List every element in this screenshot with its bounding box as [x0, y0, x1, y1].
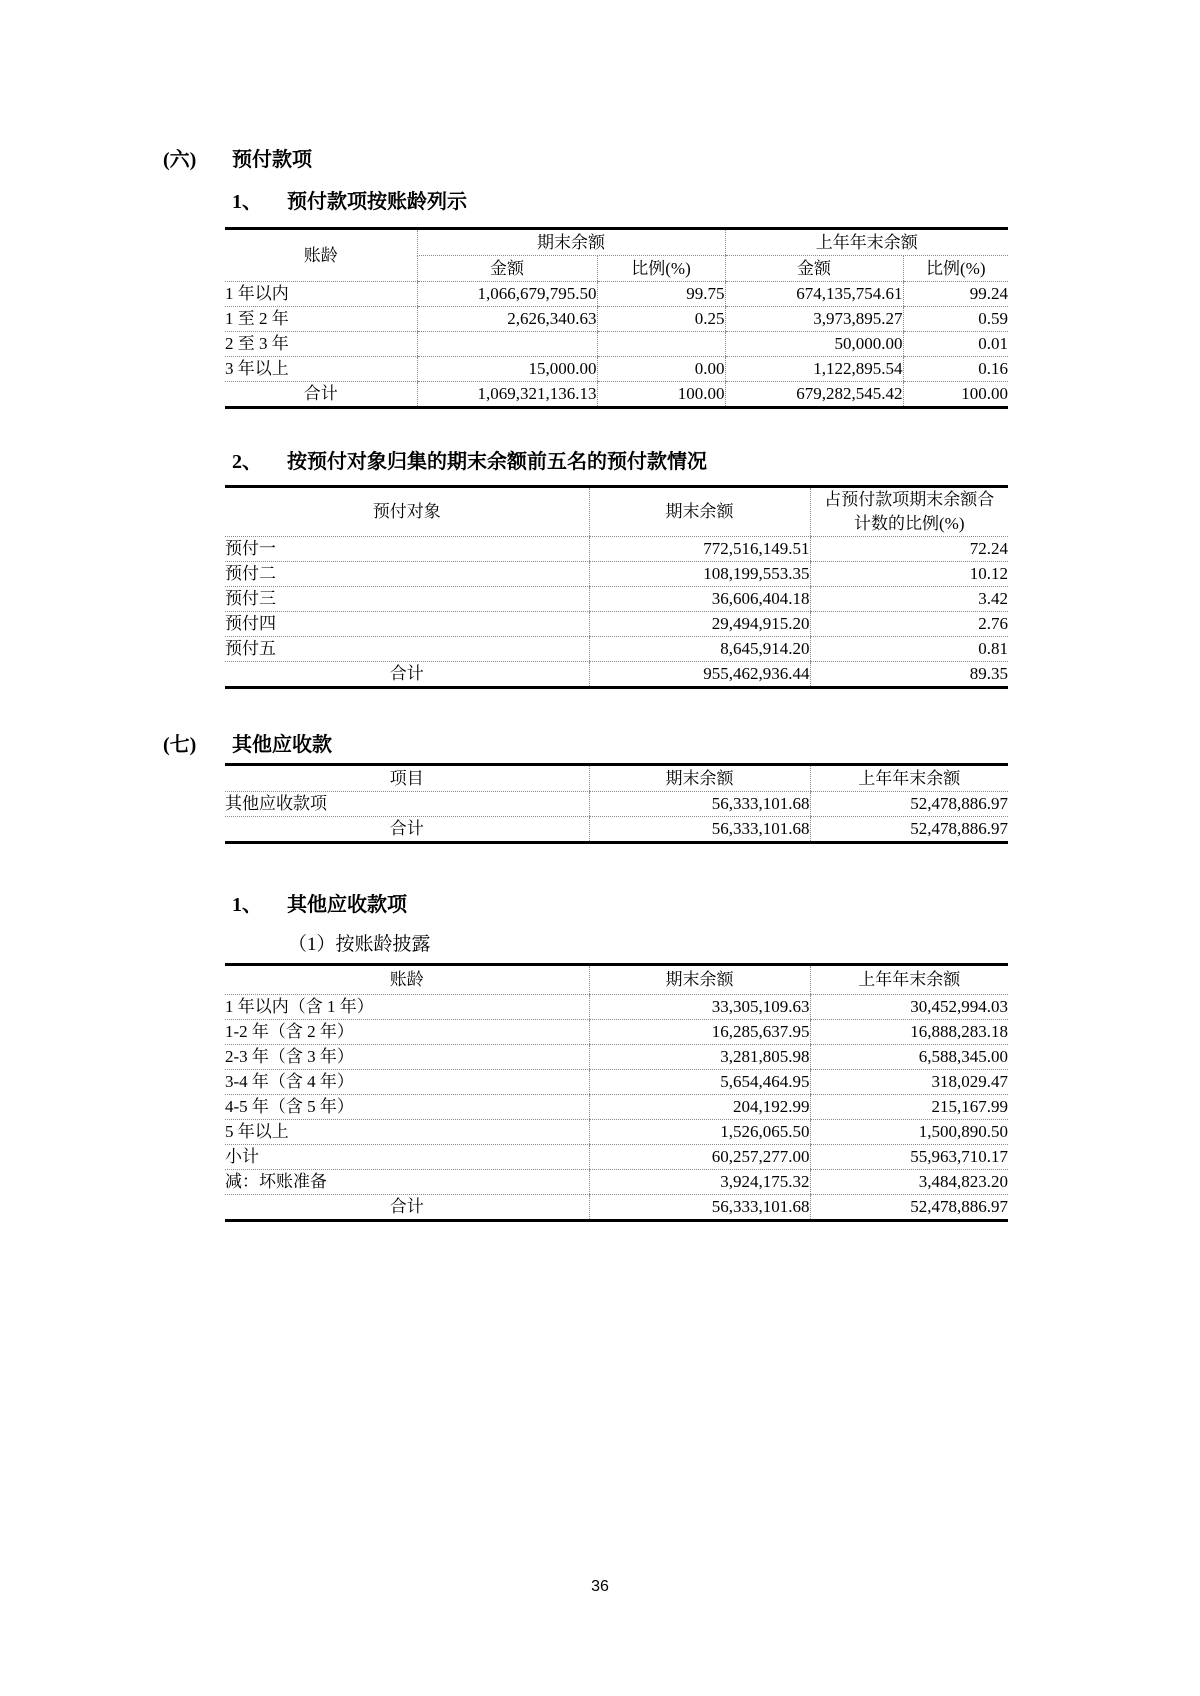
ending-amount: 33,305,109.63: [589, 995, 810, 1020]
subsubsection-title: 按账龄披露: [335, 934, 431, 955]
table-row: [225, 1170, 1008, 1195]
ending-amount: 1,069,321,136.13: [417, 382, 597, 408]
col-header-ending-balance: 期末余额: [589, 487, 810, 537]
subsection-heading-top5-prepayments: [232, 450, 707, 474]
table-row: [225, 637, 1008, 662]
prior-amount: 3,484,823.20: [810, 1170, 1008, 1195]
prepay-target-label: 预付一: [225, 537, 589, 562]
ending-amount: 16,285,637.95: [589, 1020, 810, 1045]
subsection-number: 2、: [232, 451, 262, 473]
prepayments-aging-table: [225, 227, 1008, 409]
ending-amount: 8,645,914.20: [589, 637, 810, 662]
col-header-prepay-target: 预付对象: [225, 487, 589, 537]
prepay-target-label: 预付二: [225, 562, 589, 587]
prior-ratio: 100.00: [903, 382, 1008, 408]
table-row: [225, 307, 1008, 332]
bad-debt-provision-label: 减：坏账准备: [225, 1170, 589, 1195]
ending-amount: 29,494,915.20: [589, 612, 810, 637]
col-header-ratio-line2: 计数的比例(%): [854, 514, 965, 533]
ending-ratio: 0.00: [597, 357, 725, 382]
ending-amount: 3,924,175.32: [589, 1170, 810, 1195]
subsection-number: 1、: [232, 191, 262, 213]
table-row: [225, 1045, 1008, 1070]
ratio-value: 72.24: [810, 537, 1008, 562]
ending-amount: 1,526,065.50: [589, 1120, 810, 1145]
col-header-amount: 金额: [417, 256, 597, 282]
section-title: 预付款项: [232, 149, 312, 171]
ending-amount: 108,199,553.35: [589, 562, 810, 587]
prior-amount: 679,282,545.42: [725, 382, 903, 408]
aging-label: 1 年以内: [225, 282, 417, 307]
ending-ratio: [597, 332, 725, 357]
aging-label: 1 至 2 年: [225, 307, 417, 332]
prepay-target-label: 预付四: [225, 612, 589, 637]
col-header-aging: 账龄: [225, 229, 417, 282]
section-number: (六): [163, 149, 197, 171]
ending-amount: 56,333,101.68: [589, 1195, 810, 1221]
ending-amount: 56,333,101.68: [589, 792, 810, 817]
aging-label: 3-4 年（含 4 年）: [225, 1070, 589, 1095]
table-row: [225, 1145, 1008, 1170]
col-header-ratio-line1: 占预付款项期末余额合: [824, 490, 995, 509]
prior-amount: 50,000.00: [725, 332, 903, 357]
table-row: [225, 1020, 1008, 1045]
ending-ratio: 0.25: [597, 307, 725, 332]
ending-amount: 56,333,101.68: [589, 817, 810, 843]
total-label: 合计: [225, 817, 589, 843]
table-row: [225, 357, 1008, 382]
ending-amount: 772,516,149.51: [589, 537, 810, 562]
section-number: (七): [163, 734, 197, 756]
table-row: [225, 1120, 1008, 1145]
subsection-title: 按预付对象归集的期末余额前五名的预付款情况: [287, 451, 707, 473]
prior-amount: 1,122,895.54: [725, 357, 903, 382]
table-row: [225, 1070, 1008, 1095]
item-label: 其他应收款项: [225, 792, 589, 817]
subsection-title: 其他应收款项: [287, 894, 407, 916]
ending-amount: 955,462,936.44: [589, 662, 810, 688]
col-header-ratio: 比例(%): [903, 256, 1008, 282]
section-heading-six: [163, 148, 312, 172]
prior-ratio: 0.01: [903, 332, 1008, 357]
ratio-value: 2.76: [810, 612, 1008, 637]
total-row: [225, 1195, 1008, 1221]
table-row: [225, 332, 1008, 357]
col-header-ratio: 比例(%): [597, 256, 725, 282]
table-row: [225, 282, 1008, 307]
prior-ratio: 0.16: [903, 357, 1008, 382]
aging-label: 5 年以上: [225, 1120, 589, 1145]
subsection-number: 1、: [232, 894, 262, 916]
ending-amount: 15,000.00: [417, 357, 597, 382]
prepay-target-label: 预付三: [225, 587, 589, 612]
prior-amount: 6,588,345.00: [810, 1045, 1008, 1070]
table-row: [225, 537, 1008, 562]
total-label: 合计: [225, 382, 417, 408]
prior-ratio: 0.59: [903, 307, 1008, 332]
prior-amount: 30,452,994.03: [810, 995, 1008, 1020]
subsubsection-number: （1）: [288, 934, 336, 955]
subsubsection-heading-aging-disclosure: [288, 933, 431, 957]
ending-ratio: 99.75: [597, 282, 725, 307]
prior-amount: 215,167.99: [810, 1095, 1008, 1120]
prior-amount: 318,029.47: [810, 1070, 1008, 1095]
other-receivables-aging-table: [225, 963, 1008, 1222]
table-row: [225, 562, 1008, 587]
table-row: [225, 587, 1008, 612]
total-row: [225, 817, 1008, 843]
prior-amount: 3,973,895.27: [725, 307, 903, 332]
aging-label: 4-5 年（含 5 年）: [225, 1095, 589, 1120]
prior-amount: 1,500,890.50: [810, 1120, 1008, 1145]
col-header-prior-balance: 上年年末余额: [810, 765, 1008, 792]
ratio-value: 3.42: [810, 587, 1008, 612]
col-header-prior-balance: 上年年末余额: [725, 229, 1008, 256]
prepay-target-label: 预付五: [225, 637, 589, 662]
ending-amount: 3,281,805.98: [589, 1045, 810, 1070]
aging-label: 1-2 年（含 2 年）: [225, 1020, 589, 1045]
table-row: [225, 1095, 1008, 1120]
aging-label: 2-3 年（含 3 年）: [225, 1045, 589, 1070]
ending-amount: 36,606,404.18: [589, 587, 810, 612]
ending-amount: 1,066,679,795.50: [417, 282, 597, 307]
table-row: [225, 995, 1008, 1020]
total-label: 合计: [225, 662, 589, 688]
col-header-ending-balance: 期末余额: [589, 765, 810, 792]
ratio-value: 0.81: [810, 637, 1008, 662]
ending-amount: 60,257,277.00: [589, 1145, 810, 1170]
total-row: [225, 382, 1008, 408]
prior-amount: 55,963,710.17: [810, 1145, 1008, 1170]
subtotal-label: 小计: [225, 1145, 589, 1170]
page-number: 36: [591, 1578, 609, 1595]
section-title: 其他应收款: [232, 734, 332, 756]
ending-amount: 5,654,464.95: [589, 1070, 810, 1095]
prior-amount: 52,478,886.97: [810, 792, 1008, 817]
col-header-ending-balance: 期末余额: [417, 229, 725, 256]
prior-amount: 52,478,886.97: [810, 1195, 1008, 1221]
prior-amount: 674,135,754.61: [725, 282, 903, 307]
prior-ratio: 99.24: [903, 282, 1008, 307]
top5-prepayments-table: [225, 485, 1008, 689]
ratio-value: 89.35: [810, 662, 1008, 688]
col-header-item: 项目: [225, 765, 589, 792]
aging-label: 2 至 3 年: [225, 332, 417, 357]
ratio-value: 10.12: [810, 562, 1008, 587]
col-header-ratio-of-total: [810, 487, 1008, 537]
section-heading-seven: [163, 733, 332, 757]
subsection-heading-other-receivables: [232, 893, 407, 917]
col-header-ending-balance: 期末余额: [589, 965, 810, 995]
table-row: [225, 792, 1008, 817]
other-receivables-summary-table: [225, 763, 1008, 844]
col-header-aging: 账龄: [225, 965, 589, 995]
subsection-title: 预付款项按账龄列示: [287, 191, 467, 213]
ending-amount: 2,626,340.63: [417, 307, 597, 332]
col-header-prior-balance: 上年年末余额: [810, 965, 1008, 995]
ending-amount: 204,192.99: [589, 1095, 810, 1120]
total-row: [225, 662, 1008, 688]
table-row: [225, 612, 1008, 637]
subsection-heading-aging-list: [232, 190, 467, 214]
ending-ratio: 100.00: [597, 382, 725, 408]
aging-label: 1 年以内（含 1 年）: [225, 995, 589, 1020]
prior-amount: 16,888,283.18: [810, 1020, 1008, 1045]
col-header-amount: 金额: [725, 256, 903, 282]
prior-amount: 52,478,886.97: [810, 817, 1008, 843]
ending-amount: [417, 332, 597, 357]
total-label: 合计: [225, 1195, 589, 1221]
aging-label: 3 年以上: [225, 357, 417, 382]
